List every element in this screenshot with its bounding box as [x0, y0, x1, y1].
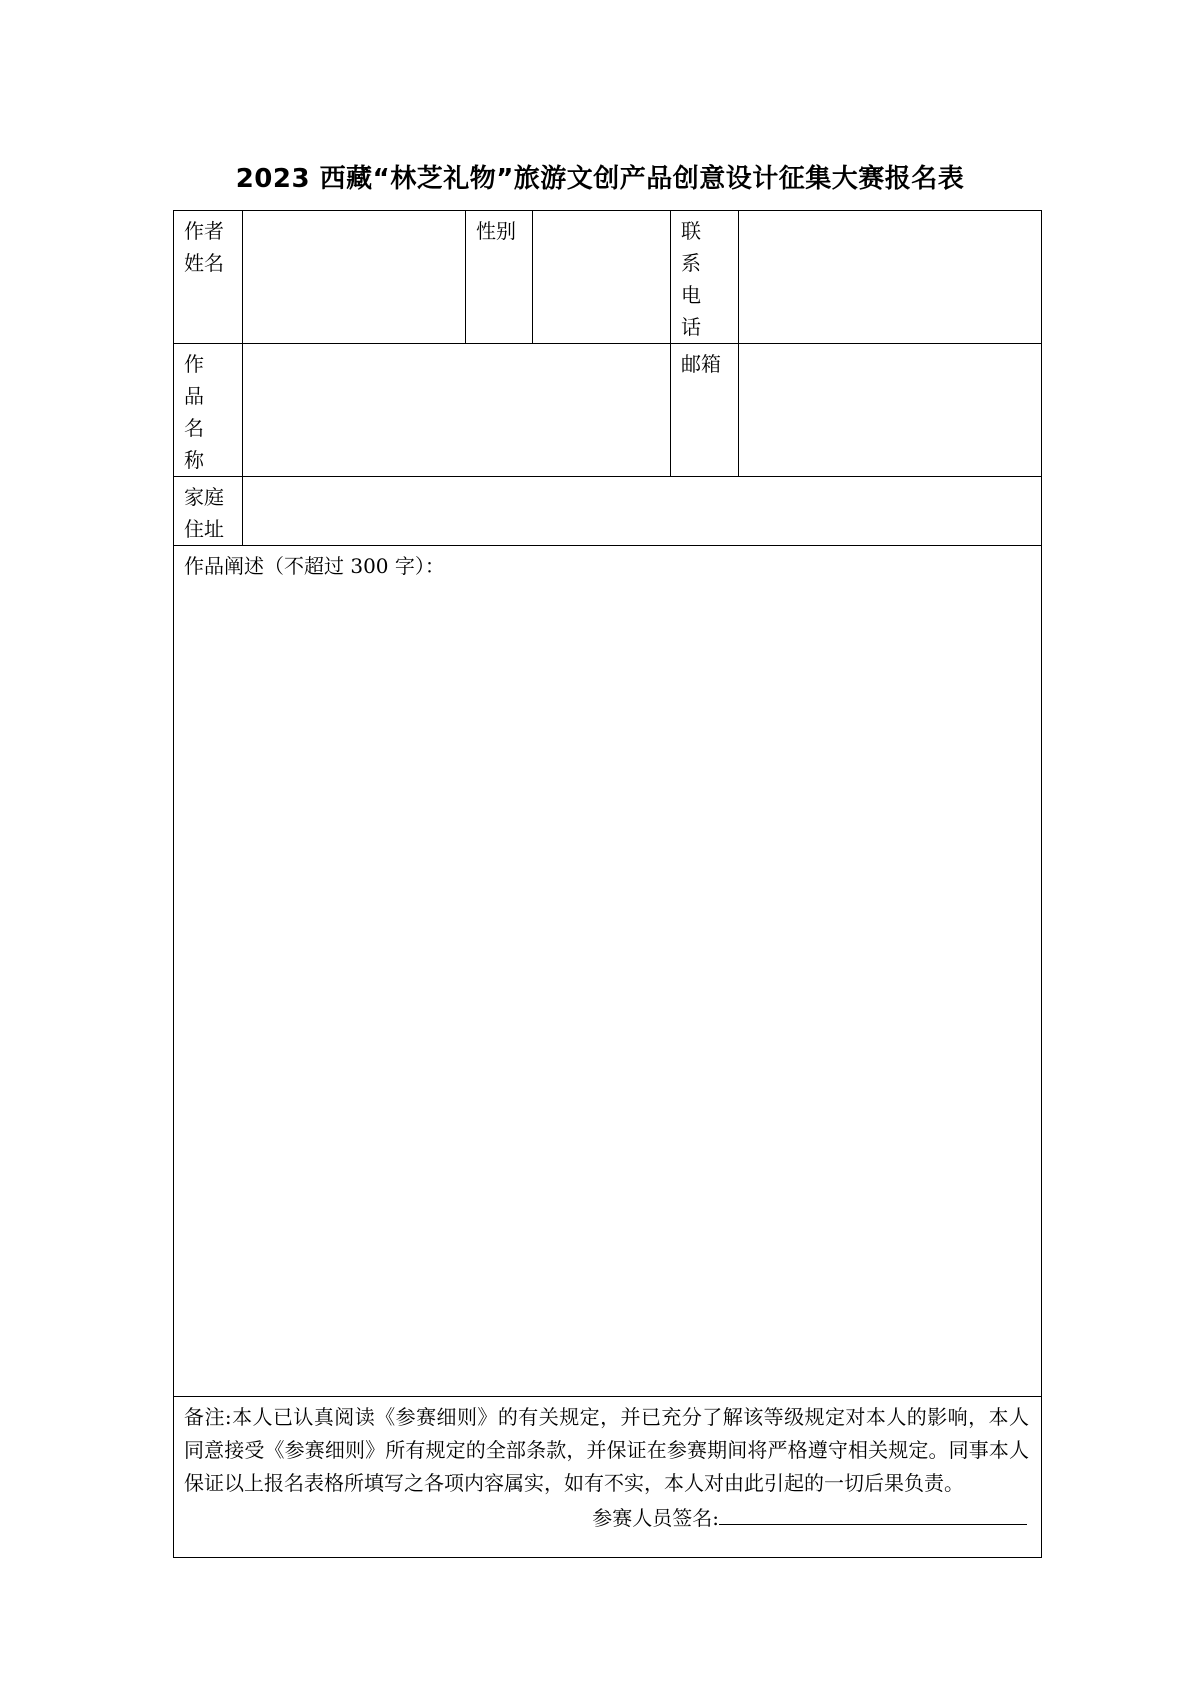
work-name-label: 作品名称 [174, 344, 243, 477]
note-section [174, 1397, 1042, 1558]
work-name-field[interactable] [243, 344, 671, 477]
description-label: 作品阐述（不超过 300 字）： [184, 554, 445, 578]
signature-blank-line[interactable] [719, 1502, 1027, 1525]
gender-field[interactable] [533, 211, 671, 344]
author-name-label: 作者姓名 [174, 211, 243, 344]
email-label: 邮箱 [671, 344, 739, 477]
address-label: 家庭住址 [174, 477, 243, 546]
signature-row [184, 1502, 1029, 1533]
note-text: 备注:本人已认真阅读《参赛细则》的有关规定，并已充分了解该等级规定对本人的影响，本人同意接受《参赛细则》所有规定的全部条款，并保证在参赛期间将严格遵守相关规定。同事本人保证以上报名表格所填写之各项内容属实，如有不实，本人对由此引起的一切后果负责。 [184, 1405, 1029, 1495]
gender-label: 性别 [466, 211, 533, 344]
signature-label: 参赛人员签名: [592, 1506, 719, 1530]
address-field[interactable] [243, 477, 1042, 546]
registration-form-table [173, 210, 1042, 1558]
phone-field[interactable] [739, 211, 1042, 344]
email-field[interactable] [739, 344, 1042, 477]
page-title: 2023 西藏“林芝礼物”旅游文创产品创意设计征集大赛报名表 [235, 164, 965, 194]
author-name-field[interactable] [243, 211, 466, 344]
description-section[interactable] [174, 546, 1042, 1397]
phone-label: 联系电话 [671, 211, 739, 344]
